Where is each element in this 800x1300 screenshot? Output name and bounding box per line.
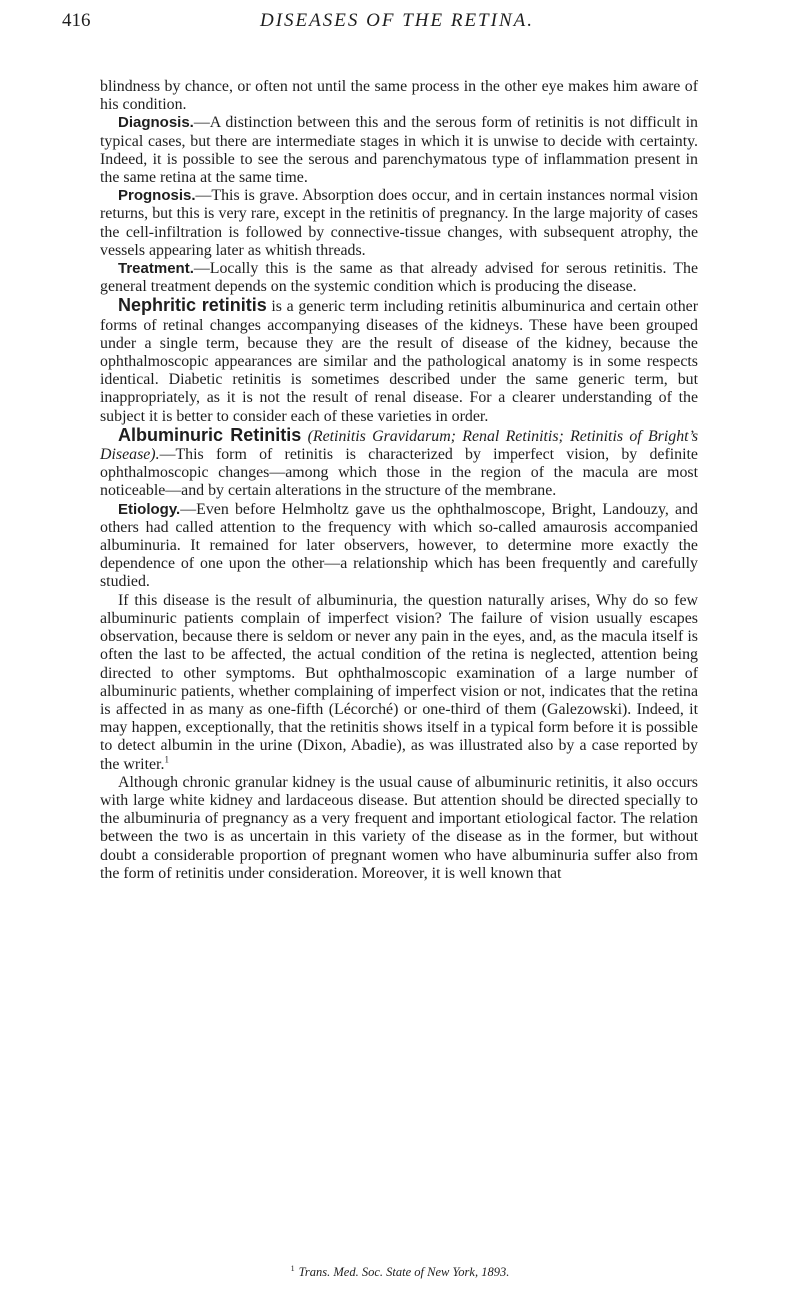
synonyms: (Retinitis Gravidarum; Renal Retinitis; Retinitis of Bright’s Disease). <box>100 427 698 464</box>
footnote <box>0 1264 800 1280</box>
paragraph-albuminuric-retinitis: Albuminuric Retinitis (Retinitis Gravidarum; Renal Retinitis; Retinitis of Bright’s Disease).—This form of retinitis is characterized by imperfect vision, by definite ophthalmoscopic changes—among which those in the region of the macula are most noticeable—and by certain alterations in the structure of the membrane. <box>100 424 698 500</box>
running-head: DISEASES OF THE RETINA. <box>260 10 534 31</box>
paragraph-etiology: Etiology.—Even before Helmholtz gave us the ophthalmoscope, Bright, Landouzy, and others had called attention to the frequency with which so-called amaurosis accompanied albuminuria. It remained for later observers, however, to determine more exactly the dependence of one upon the other—a relationship which has been frequently and carefully studied. <box>100 500 698 591</box>
paragraph-nephritic-retinitis: Nephritic retinitis is a generic term including retinitis albuminurica and certain other forms of retinal changes accompanying diseases of the kidneys. These have been grouped under a single term, because they are the result of disease of the kidney, because the ophthalmoscopic appearances are similar and the pathological anatomy is in some respects identical. Diabetic retinitis is sometimes described under the same generic term, but inappropriately, as it is not the result of renal disease. For a clearer understanding of the subject it is better to consider each of these varieties in order. <box>100 295 698 425</box>
heading-prognosis: Prognosis. <box>118 187 196 205</box>
heading-nephritic-retinitis: Nephritic retinitis <box>118 295 267 316</box>
heading-etiology: Etiology. <box>118 500 181 518</box>
footnote-text: Trans. Med. Soc. State of New York, 1893. <box>298 1265 510 1280</box>
body-text <box>100 78 698 883</box>
paragraph-kidney-causes: Although chronic granular kidney is the usual cause of albuminuric retinitis, it also occurs with large white kidney and lardaceous disease. But attention should be directed specially to the albuminuria of pregnancy as a very frequent and important etiological factor. The relation between the two is as uncertain in this variety of the disease as in the former, but without doubt a considerable proportion of pregnant women who have albuminuria suffer also from the form of retinitis under consideration. Moreover, it is well known that <box>100 773 698 882</box>
page-header <box>62 6 732 36</box>
heading-albuminuric-retinitis: Albuminuric Retinitis <box>118 424 302 445</box>
paragraph-albuminuria-question: If this disease is the result of albuminuria, the question naturally arises, Why do so few albuminuric patients complain of imperfect vision? The failure of vision usually escapes observation, because there is seldom or never any pain in the eyes, and, as the macula itself is often the last to be affected, the actual condition of the retina is neglected, attention being directed to other symptoms. But ophthalmoscopic examination of a large number of albuminuric patients, whether complaining of imperfect vision or not, indicates that the retina is affected in as many as one-fifth (Lécorché) or one-third of them (Galezowski). Indeed, it may happen, exceptionally, that the retinitis shows itself in a typical form before it is possible to detect albumin in the urine (Dixon, Abadie), as was illustrated also by a case reported by the writer.$^1$ <box>100 591 698 773</box>
footnote-reference: 1 <box>164 754 169 765</box>
paragraph-diagnosis: Diagnosis.—A distinction between this and the serous form of retinitis is not difficult in typical cases, but there are intermediate stages in which it is unwise to decide with certainty. Indeed, it is possible to see the serous and parenchymatous type of inflammation present in the same retina at the same time. <box>100 114 698 187</box>
heading-diagnosis: Diagnosis. <box>118 114 194 132</box>
page-number: 416 <box>62 10 91 31</box>
paragraph-continuation: blindness by chance, or often not until the same process in the other eye makes him aware of his condition. <box>100 78 698 114</box>
footnote-mark: 1 <box>290 1264 295 1273</box>
paragraph-treatment: Treatment.—Locally this is the same as that already advised for serous retinitis. The general treatment depends on the systemic condition which is producing the disease. <box>100 260 698 296</box>
paragraph-prognosis: Prognosis.—This is grave. Absorption does occur, and in certain instances normal vision returns, but this is very rare, except in the retinitis of pregnancy. In the large majority of cases the cell-infiltration is followed by connective-tissue changes, with subsequent atrophy, the vessels appearing later as whitish threads. <box>100 187 698 259</box>
heading-treatment: Treatment. <box>118 260 194 278</box>
